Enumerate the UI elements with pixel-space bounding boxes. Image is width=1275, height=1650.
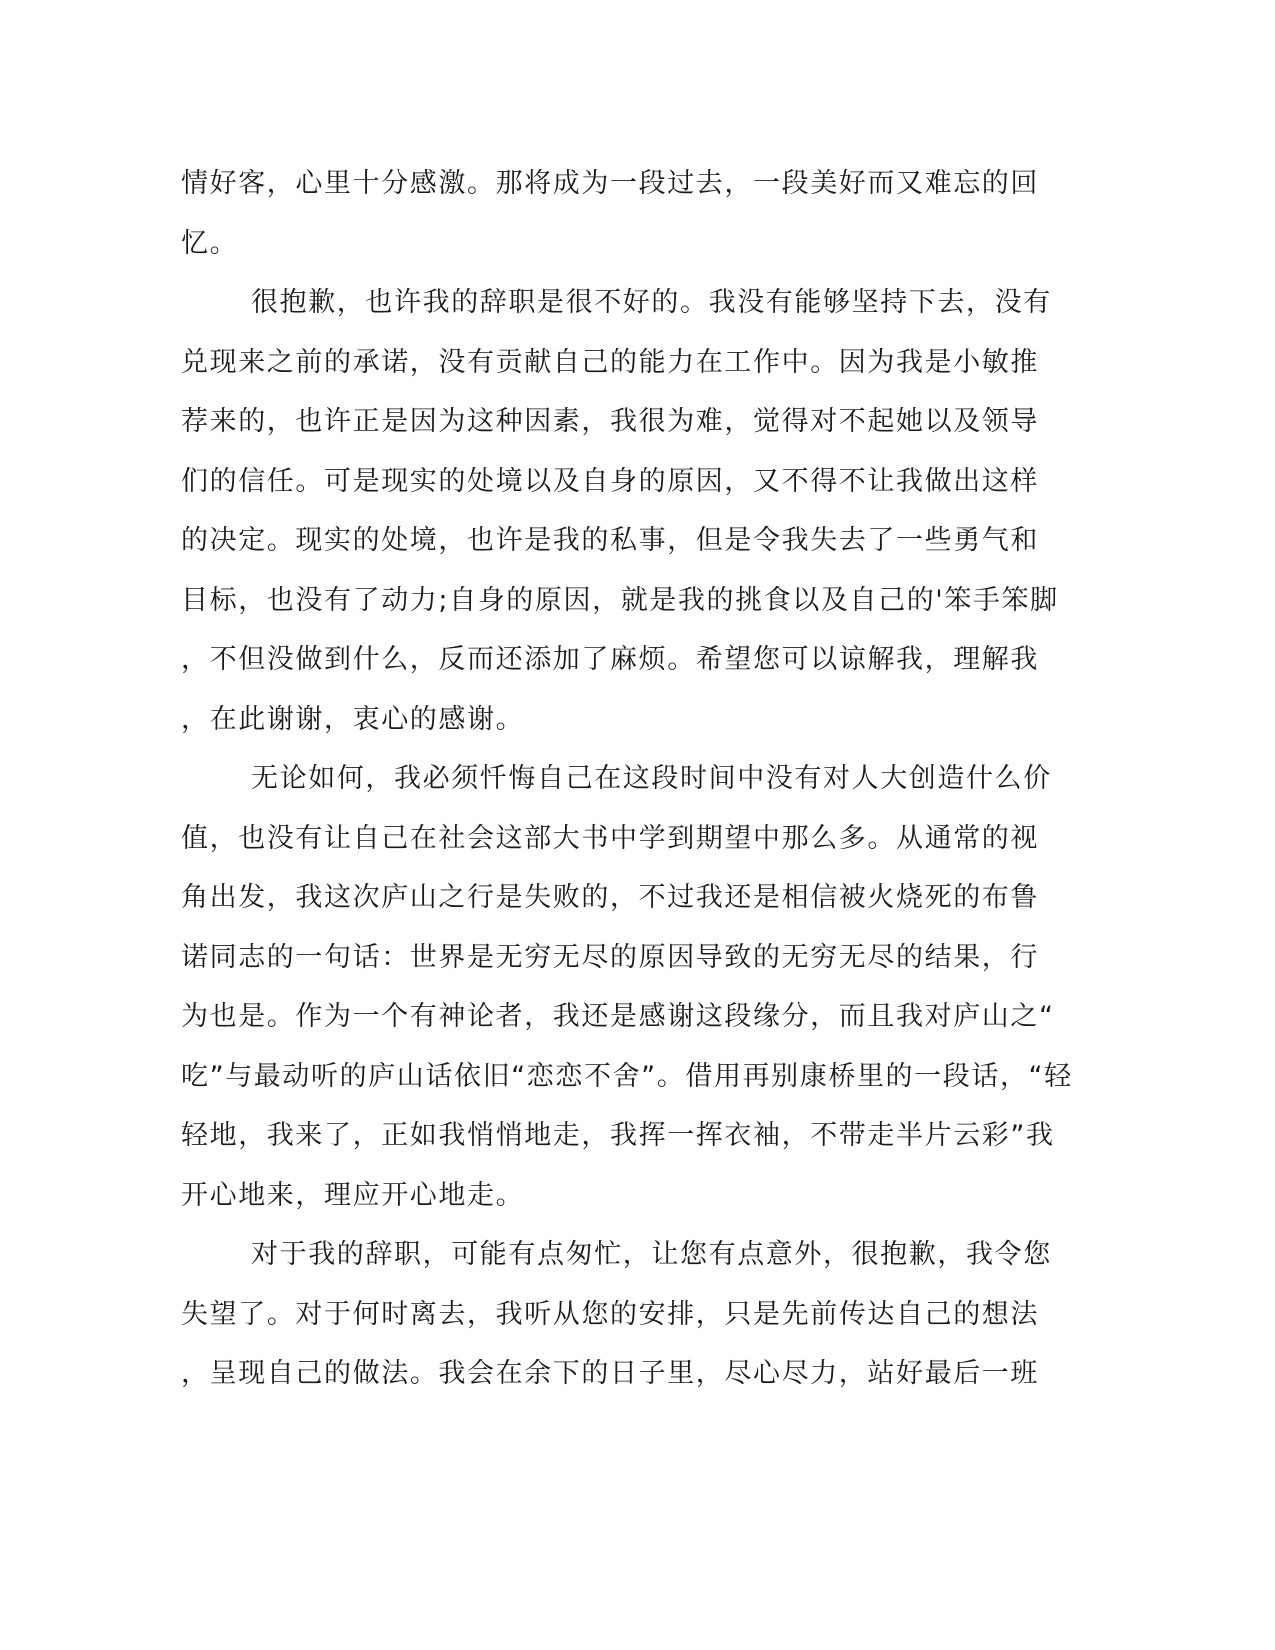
text-line: 失望了。对于何时离去，我听从您的安排，只是先前传达自己的想法 xyxy=(181,1298,1039,1330)
text-line: 为也是。作为一个有神论者，我还是感谢这段缘分，而且我对庐山之“ xyxy=(181,1001,1055,1032)
text-line: 吃”与最动听的庐山话依旧“恋恋不舍”。借用再别康桥里的一段话，“轻 xyxy=(181,1060,1073,1092)
paragraph-first-line: 很抱歉，也许我的辞职是很不好的。我没有能够坚持下去，没有 xyxy=(251,287,1052,318)
text-line: 的决定。现实的处境，也许是我的私事，但是令我失去了一些勇气和 xyxy=(181,525,1039,556)
text-line: 情好客，心里十分感激。那将成为一段过去，一段美好而又难忘的回 xyxy=(181,168,1039,199)
paragraph-first-line: 无论如何，我必须忏悔自己在这段时间中没有对人大创造什么价 xyxy=(251,763,1052,794)
text-line: 忆。 xyxy=(181,227,239,259)
text-line: 轻地，我来了，正如我悄悄地走，我挥一挥衣袖，不带走半片云彩”我 xyxy=(181,1120,1055,1151)
letter-body xyxy=(181,154,1073,1404)
text-line: ，呈现自己的做法。我会在余下的日子里，尽心尽力，站好最后一班 xyxy=(181,1358,1039,1389)
text-line: 值，也没有让自己在社会这部大书中学到期望中那么多。从通常的视 xyxy=(181,822,1039,854)
text-line: 角出发，我这次庐山之行是失败的，不过我还是相信被火烧死的布鲁 xyxy=(181,882,1039,913)
text-line: 诺同志的一句话：世界是无穷无尽的原因导致的无穷无尽的结果，行 xyxy=(181,941,1039,973)
text-line: 们的信任。可是现实的处境以及自身的原因，又不得不让我做出这样 xyxy=(181,465,1039,497)
text-line: 开心地来，理应开心地走。 xyxy=(181,1179,525,1211)
text-line: 目标，也没有了动力;自身的原因，就是我的挑食以及自己的'笨手笨脚 xyxy=(181,584,1059,616)
text-line: ，不但没做到什么，反而还添加了麻烦。希望您可以谅解我，理解我 xyxy=(181,644,1039,675)
text-line: 兑现来之前的承诺，没有贡献自己的能力在工作中。因为我是小敏推 xyxy=(181,346,1039,378)
text-line: ，在此谢谢，衷心的感谢。 xyxy=(181,703,525,735)
text-line: 荐来的，也许正是因为这种因素，我很为难，觉得对不起她以及领导 xyxy=(181,406,1039,437)
paragraph-first-line: 对于我的辞职，可能有点匆忙，让您有点意外，很抱歉，我令您 xyxy=(251,1239,1052,1270)
